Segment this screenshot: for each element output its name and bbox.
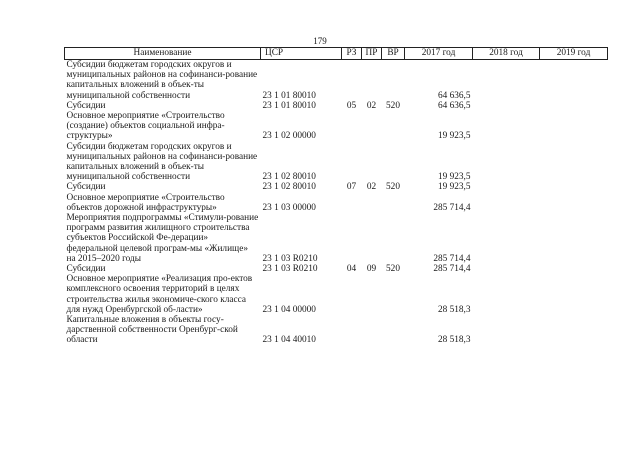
cell-2017: 19 923,5 xyxy=(437,131,471,142)
cell-csr: 23 1 03 R0210 xyxy=(262,264,318,275)
cell-name: Субсидии xyxy=(66,182,106,193)
table-row xyxy=(65,315,608,346)
cell-rz: 07 xyxy=(346,182,357,193)
cell-csr: 23 1 01 80010 xyxy=(262,90,316,101)
cell-vr xyxy=(382,193,405,213)
cell-2018 xyxy=(473,142,540,183)
cell-name: Основное мероприятие «Строительство (создание) объектов социальной инфра-структуры» xyxy=(66,111,225,142)
cell-2018 xyxy=(473,315,540,346)
cell-name: Основное мероприятие «Строительство объектов дорожной инфраструктуры» xyxy=(66,192,225,213)
cell-2019 xyxy=(540,101,608,111)
table-row xyxy=(65,274,608,315)
cell-pr xyxy=(362,213,382,264)
cell-name: Субсидии xyxy=(66,100,106,111)
cell-csr: 23 1 03 00000 xyxy=(262,202,316,213)
cell-rz xyxy=(342,315,362,346)
budget-table xyxy=(64,47,608,346)
cell-2017: 28 518,3 xyxy=(437,304,471,315)
cell-2018 xyxy=(473,101,540,111)
table-row xyxy=(65,213,608,264)
page-number: 179 xyxy=(313,36,327,46)
cell-name: Основное мероприятие «Реализация про-ектов комплексного освоения территорий в целях строительства жилья экономиче-ского класса для нужд Оренбургской об-ласти» xyxy=(66,274,253,315)
cell-2017: 285 714,4 xyxy=(433,264,471,275)
cell-2018 xyxy=(473,264,540,274)
cell-csr: 23 1 02 80010 xyxy=(262,182,316,193)
cell-2017: 285 714,4 xyxy=(433,253,471,264)
cell-2019 xyxy=(540,142,608,183)
cell-2018 xyxy=(473,213,540,264)
table-body xyxy=(65,60,608,346)
cell-2018 xyxy=(473,111,540,142)
header-csr: ЦСР xyxy=(261,48,342,60)
cell-csr: 23 1 01 80010 xyxy=(262,100,316,111)
cell-name: Субсидии бюджетам городских округов и муниципальных районов на софинанси-рование капитальных вложений в объек-ты муниципальной собственности xyxy=(66,60,258,101)
cell-pr xyxy=(362,142,382,183)
table-row xyxy=(65,142,608,183)
header-2019: 2019 год xyxy=(540,48,608,60)
cell-rz xyxy=(342,274,362,315)
cell-rz xyxy=(342,193,362,213)
cell-pr xyxy=(362,60,382,101)
table-row xyxy=(65,193,608,213)
cell-2019 xyxy=(540,315,608,346)
cell-vr: 520 xyxy=(386,264,400,275)
cell-pr xyxy=(362,111,382,142)
cell-pr xyxy=(362,193,382,213)
cell-vr: 520 xyxy=(386,182,400,193)
cell-name: Капитальные вложения в объекты госу-дарственной собственности Оренбург-ской области xyxy=(66,315,238,346)
cell-2017: 64 636,5 xyxy=(437,90,471,101)
cell-vr xyxy=(382,213,405,264)
cell-2018 xyxy=(473,182,540,192)
cell-2017: 19 923,5 xyxy=(437,182,471,193)
cell-csr: 23 1 04 40010 xyxy=(262,335,316,346)
cell-pr: 09 xyxy=(366,264,377,275)
table-row xyxy=(65,101,608,111)
cell-csr: 23 1 02 80010 xyxy=(262,172,316,183)
cell-2019 xyxy=(540,213,608,264)
cell-rz: 04 xyxy=(346,264,357,275)
header-2017: 2017 год xyxy=(405,48,473,60)
cell-2018 xyxy=(473,60,540,101)
cell-name: Мероприятия подпрограммы «Стимули-рование программ развития жилищного строительства субъектов Российской Фе-дерации» федеральной целевой програм-мы «Жилище» на 2015–2020 годы xyxy=(66,213,259,264)
table-header-row xyxy=(65,48,608,60)
cell-2017: 285 714,4 xyxy=(433,202,471,213)
cell-rz xyxy=(342,60,362,101)
cell-2019 xyxy=(540,111,608,142)
cell-2019 xyxy=(540,264,608,274)
cell-2019 xyxy=(540,182,608,192)
cell-pr xyxy=(362,315,382,346)
cell-rz: 05 xyxy=(346,100,357,111)
header-2018: 2018 год xyxy=(473,48,540,60)
cell-vr xyxy=(382,274,405,315)
cell-pr: 02 xyxy=(366,182,377,193)
table-row xyxy=(65,264,608,274)
cell-csr: 23 1 02 00000 xyxy=(262,131,316,142)
cell-2017: 19 923,5 xyxy=(437,172,471,183)
cell-2017: 28 518,3 xyxy=(437,335,471,346)
cell-2019 xyxy=(540,193,608,213)
header-name: Наименование xyxy=(65,48,261,60)
cell-vr xyxy=(382,60,405,101)
cell-pr: 02 xyxy=(366,100,377,111)
cell-vr xyxy=(382,111,405,142)
header-rz: РЗ xyxy=(342,48,362,60)
cell-2017: 64 636,5 xyxy=(437,100,471,111)
table-row xyxy=(65,111,608,142)
cell-2019 xyxy=(540,60,608,101)
cell-vr xyxy=(382,315,405,346)
cell-2018 xyxy=(473,193,540,213)
cell-csr: 23 1 03 R0210 xyxy=(262,253,318,264)
cell-csr: 23 1 04 00000 xyxy=(262,304,316,315)
cell-vr: 520 xyxy=(386,100,400,111)
cell-pr xyxy=(362,274,382,315)
cell-rz xyxy=(342,142,362,183)
cell-2019 xyxy=(540,274,608,315)
header-vr: ВР xyxy=(382,48,405,60)
table-row xyxy=(65,60,608,101)
table-row xyxy=(65,182,608,192)
cell-name: Субсидии xyxy=(66,264,106,275)
cell-name: Субсидии бюджетам городских округов и муниципальных районов на софинанси-рование капитальных вложений в объек-ты муниципальной собственности xyxy=(66,141,258,183)
cell-vr xyxy=(382,142,405,183)
cell-2018 xyxy=(473,274,540,315)
cell-rz xyxy=(342,213,362,264)
header-pr: ПР xyxy=(362,48,382,60)
cell-rz xyxy=(342,111,362,142)
